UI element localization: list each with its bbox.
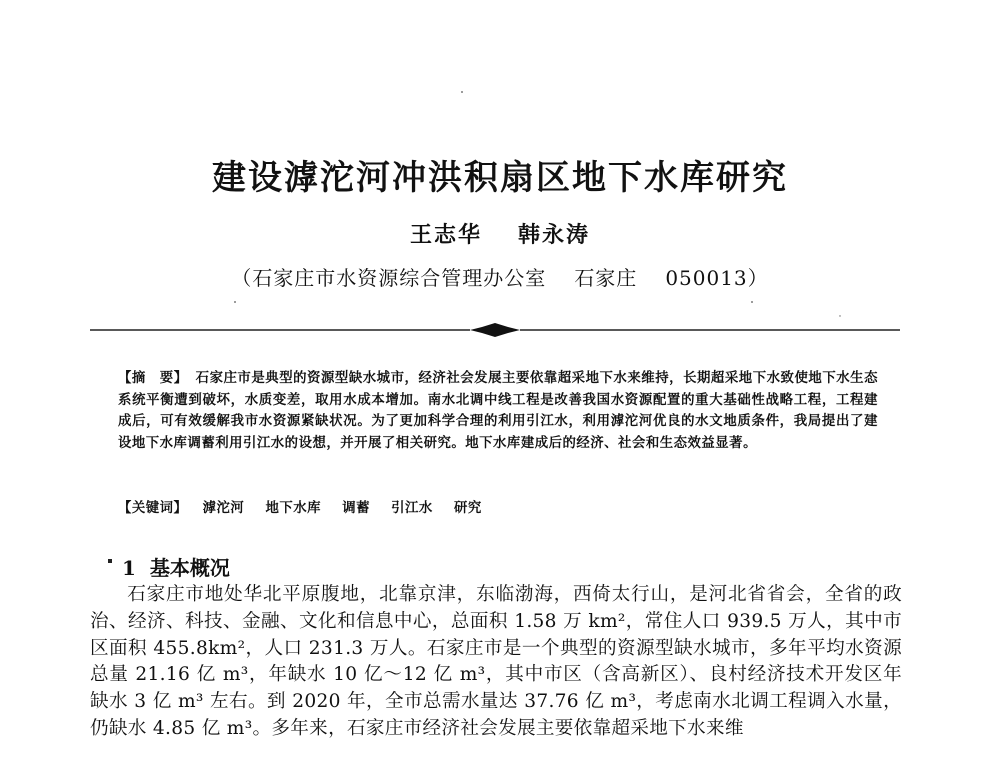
author-name: 韩永涛 <box>518 222 591 248</box>
keyword: 滹沱河 <box>202 500 245 516</box>
keywords <box>118 497 878 516</box>
section-mark-icon <box>108 559 112 563</box>
affiliation-postcode: 050013 <box>665 266 748 290</box>
abstract-label: 【摘 要】 <box>118 370 188 386</box>
paper-title: 建设滹沱河冲洪积扇区地下水库研究 <box>212 158 788 198</box>
body-text <box>90 582 902 743</box>
keyword: 调蓄 <box>342 500 370 516</box>
author-name: 王志华 <box>409 222 482 248</box>
abstract <box>118 368 878 454</box>
abstract-text: 石家庄市是典型的资源型缺水城市，经济社会发展主要依靠超采地下水来维持，长期超采地下水致使地下水生态系统平衡遭到破坏，水质变差，取用水成本增加。南水北调中线工程是改善我国水资源配置的重大基础性战略工程，工程建成后，可有效缓解我市水资源紧缺状况。为了更加科学合理的利用引江水，利用滹沱河优良的水文地质条件，我局提出了建设地下水库调蓄利用引江水的设想，并开展了相关研究。地下水库建成后的经济、社会和生态效益显著。 <box>118 370 879 451</box>
section-heading <box>108 552 230 581</box>
section-title: 基本概况 <box>149 556 230 580</box>
keyword: 地下水库 <box>265 500 322 516</box>
keywords-label: 【关键词】 <box>118 500 188 516</box>
ornamental-divider <box>90 320 900 340</box>
keyword: 引江水 <box>391 500 433 516</box>
paragraph: 石家庄市地处华北平原腹地，北靠京津，东临渤海，西倚太行山，是河北省省会，全省的政治、经济、科技、金融、文化和信息中心，总面积 1.58 万 km²，常住人口 939.5 万人，其中市区面积 455.8km²，人口 231.3 万人。石家庄市是一个典型的资源型缺水城市，多年平均水资源总量 21.16 亿 m³，年缺水 10 亿～12 亿 m³，其中市区（含高新区）、良村经济技术开发区年缺水 3 亿 m³ 左右。到 2020 年，全市总需水量达 37.76 亿 m³，考虑南水北调工程调入水量，仍缺水 4.85 亿 m³。多年来，石家庄市经济社会发展主要依靠超采地下水来维 <box>90 584 902 739</box>
affiliation: （石家庄市水资源综合管理办公室 石家庄 050013） <box>231 266 769 290</box>
keyword: 研究 <box>454 500 482 516</box>
affiliation-org: 石家庄市水资源综合管理办公室 <box>252 266 547 290</box>
affiliation-city: 石家庄 <box>574 266 638 290</box>
author-list <box>0 218 1000 249</box>
section-number: 1 <box>122 556 136 580</box>
